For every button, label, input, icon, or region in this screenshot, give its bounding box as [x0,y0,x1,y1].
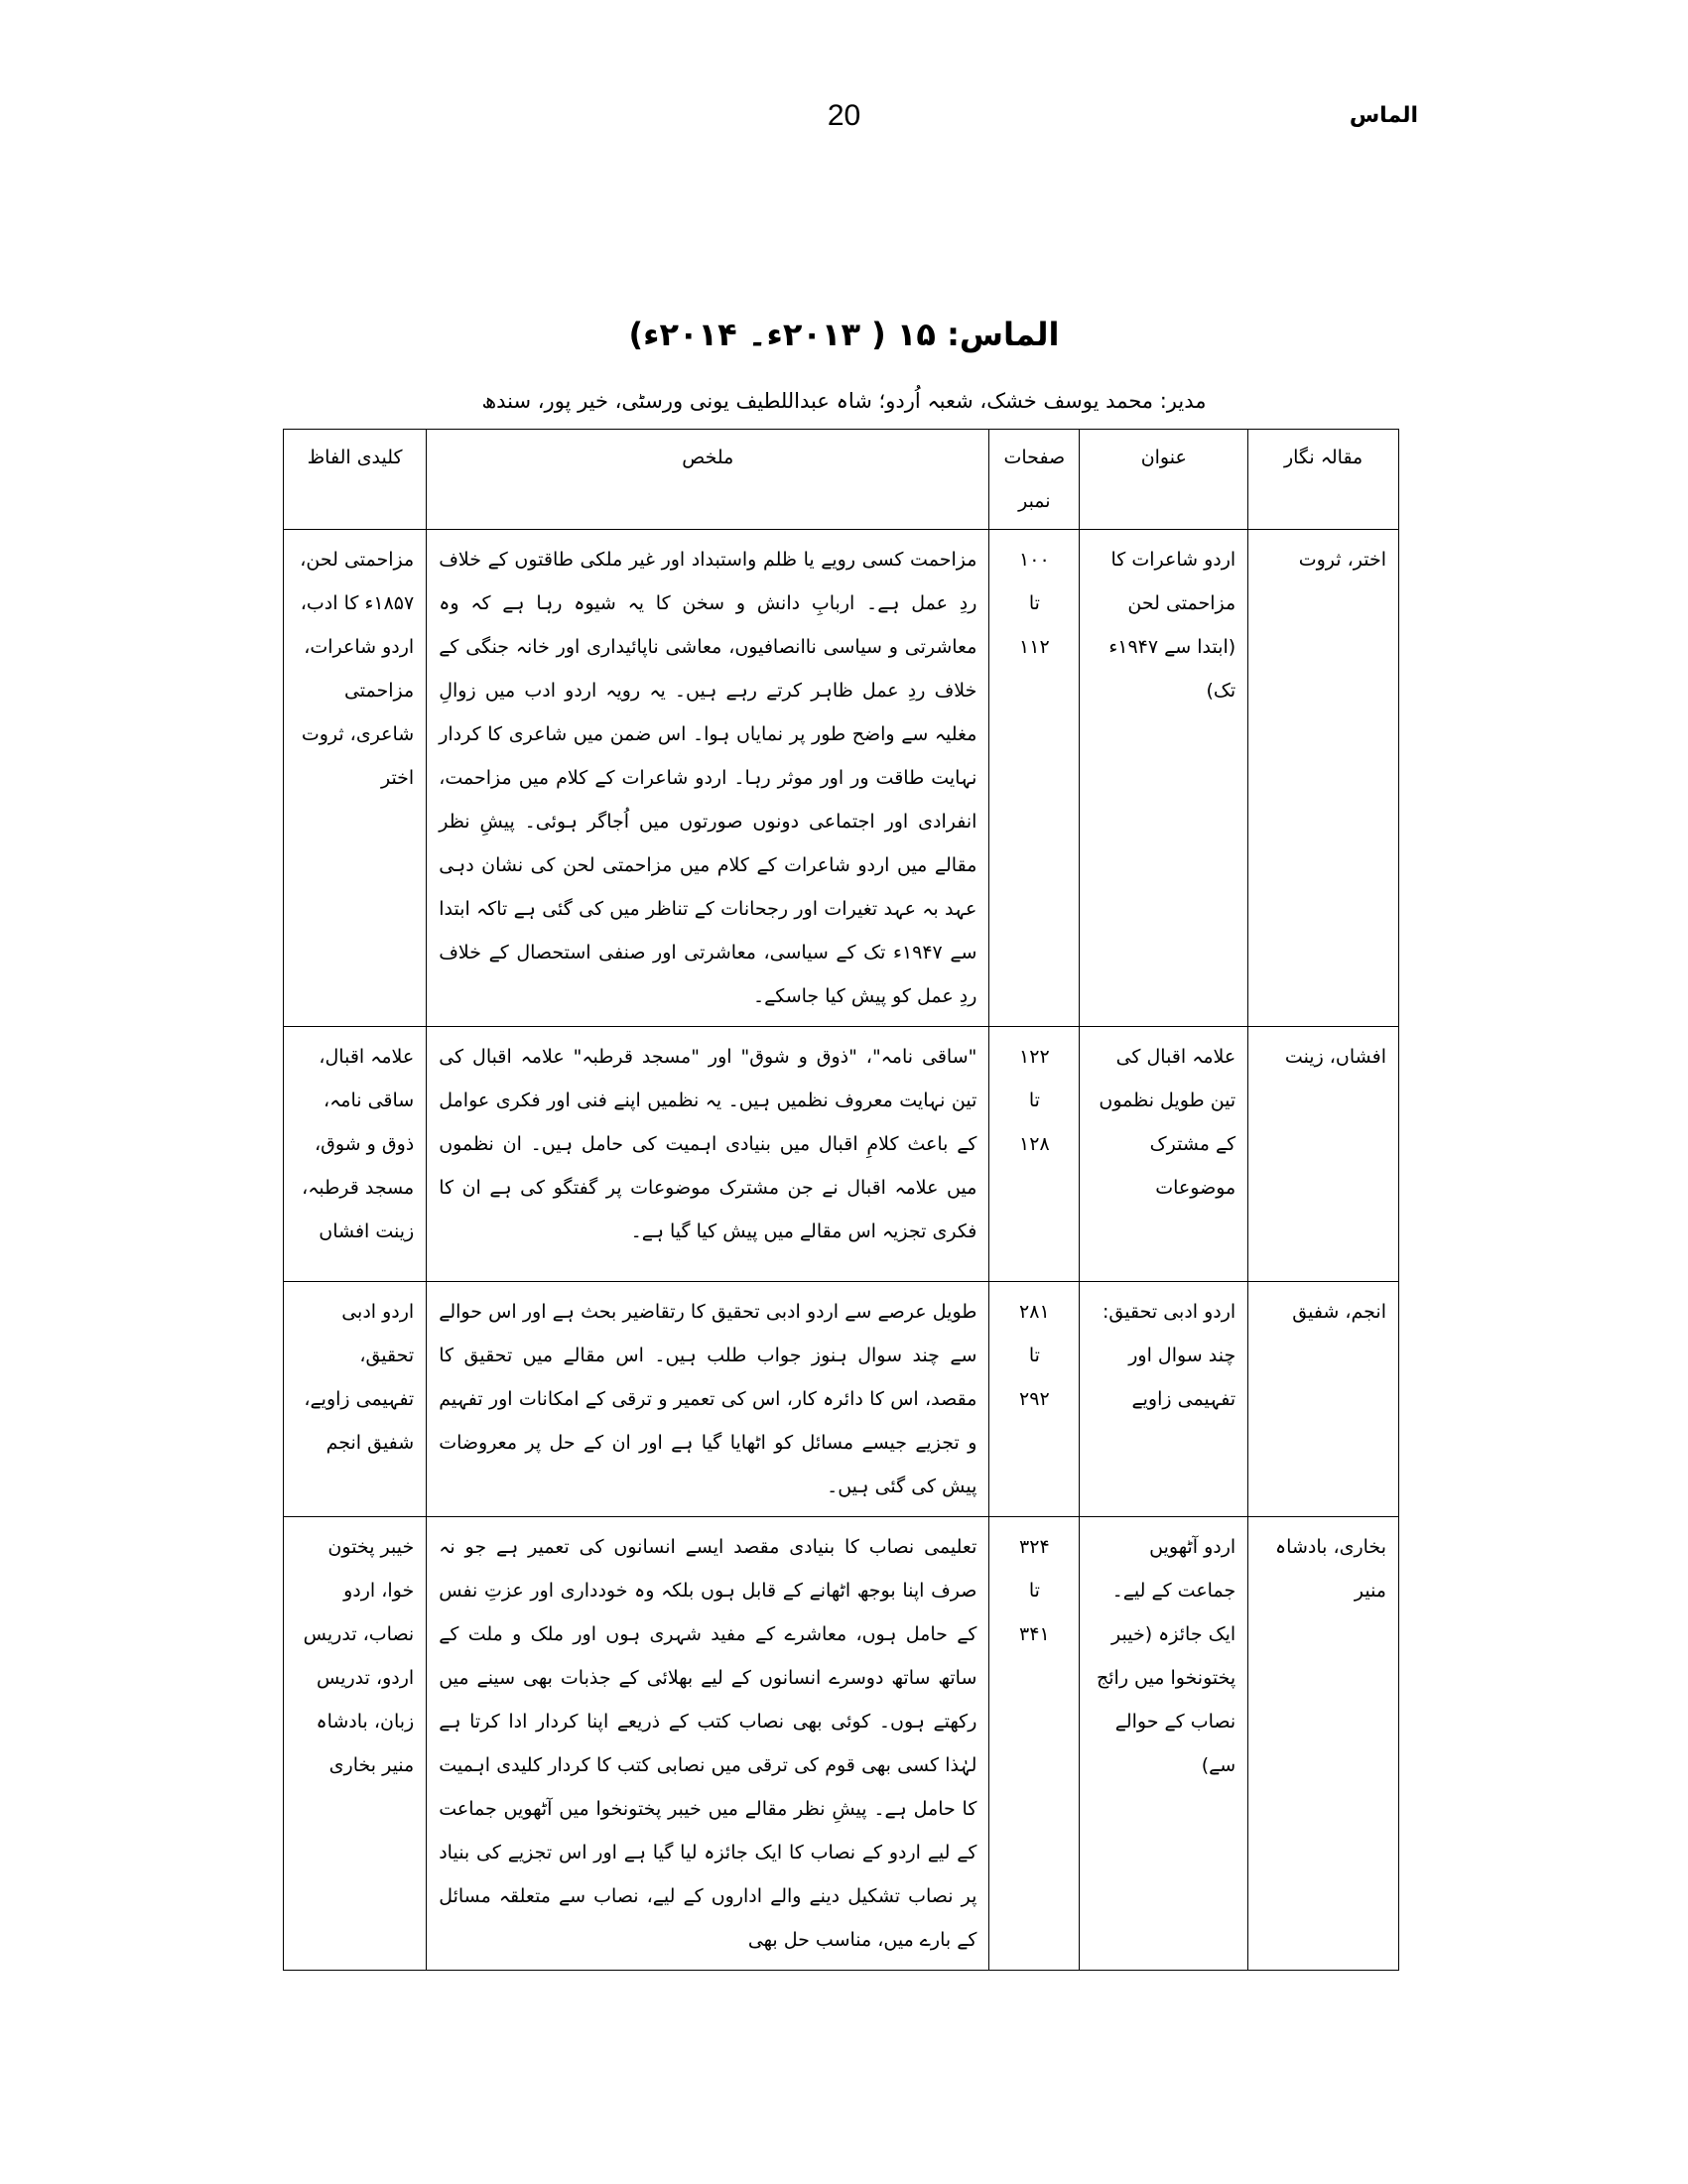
page-to: تا [1028,1090,1040,1111]
table-header-row [284,430,1399,530]
pages-cell [989,1517,1080,1971]
keywords-cell: علامہ اقبال، ساقی نامہ، ذوق و شوق، مسجد قرطبہ، زینت افشاں [284,1027,427,1282]
running-head: الماس [1349,103,1418,128]
table-row [284,530,1399,1027]
editor-line: مدیر: محمد یوسف خشک، شعبہ اُردو؛ شاہ عبداللطیف یونی ورسٹی، خیر پور، سندھ [481,389,1207,413]
page-end: ۳۴۱ [1019,1623,1050,1645]
author-cell: انجم، شفیق [1248,1282,1399,1517]
page-to: تا [1028,1345,1040,1366]
header-pages-line2: نمبر [1018,490,1051,512]
table-row [284,1517,1399,1971]
page-to: تا [1028,1580,1040,1602]
author-cell: بخاری، بادشاہ منیر [1248,1517,1399,1971]
page-start: ۱۲۲ [1019,1046,1050,1068]
author-cell: افشاں، زینت [1248,1027,1399,1282]
page-to: تا [1028,592,1040,614]
abstract-cell: طویل عرصے سے اردو ادبی تحقیق کا رتقاضیر بحث ہے اور اس حوالے سے چند سوال ہنوز جواب طلب ہیں۔ اس مقالے میں تحقیق کا مقصد، اس کا دائرہ کار، اس کی تعمیر و ترقی کے امکانات اور تفہیم و تجزیے جیسے مسائل کو اٹھایا گیا ہے اور ان کے حل پر معروضات پیش کی گئی ہیں۔ [427,1282,989,1517]
header-pages [989,430,1080,530]
index-table [283,429,1399,1971]
page-number: 20 [827,99,861,132]
page-end: ۲۹۲ [1019,1388,1050,1410]
header-title: عنوان [1080,430,1248,530]
page-start: ۱۰۰ [1019,549,1050,571]
page-end: ۱۲۸ [1019,1133,1050,1155]
header-abstract: ملخص [427,430,989,530]
title-cell: اردو ادبی تحقیق: چند سوال اور تفہیمی زاویے [1080,1282,1248,1517]
abstract-cell: مزاحمت کسی رویے یا ظلم واستبداد اور غیر ملکی طاقتوں کے خلاف ردِ عمل ہے۔ اربابِ دانش و سخن کا یہ شیوہ رہا ہے کہ وہ معاشرتی و سیاسی ناانصافیوں، معاشی ناپائیداری اور خانہ جنگی کے خلاف ردِ عمل ظاہر کرتے رہے ہیں۔ یہ رویہ اردو ادب میں زوالِ مغلیہ سے واضح طور پر نمایاں ہوا۔ اس ضمن میں شاعری کا کردار نہایت طاقت ور اور موثر رہا۔ اردو شاعرات کے کلام میں مزاحمت، انفرادی اور اجتماعی دونوں صورتوں میں اُجاگر ہوئی۔ پیشِ نظر مقالے میں اردو شاعرات کے کلام میں مزاحمتی لحن کی نشان دہی عہد بہ عہد تغیرات اور رجحانات کے تناظر میں کی گئی ہے تاکہ ابتدا سے ۱۹۴۷ء تک کے سیاسی، معاشرتی اور صنفی استحصال کے خلاف ردِ عمل کو پیش کیا جاسکے۔ [427,530,989,1027]
abstract-cell: "ساقی نامہ"، "ذوق و شوق" اور "مسجد قرطبہ" علامہ اقبال کی تین نہایت معروف نظمیں ہیں۔ یہ نظمیں اپنے فنی اور فکری عوامل کے باعث کلامِ اقبال میں بنیادی اہمیت کی حامل ہیں۔ ان نظموں میں علامہ اقبال نے جن مشترک موضوعات پر گفتگو کی ہے ان کا فکری تجزیہ اس مقالے میں پیش کیا گیا ہے۔ [427,1027,989,1282]
header-author: مقالہ نگار [1248,430,1399,530]
author-cell: اختر، ثروت [1248,530,1399,1027]
table-row [284,1282,1399,1517]
page-start: ۲۸۱ [1019,1301,1050,1323]
page-start: ۳۲۴ [1019,1536,1050,1558]
journal-title: الماس: ۱۵ ( ۲۰۱۳ء۔ ۲۰۱۴ء) [628,316,1060,353]
pages-cell [989,1282,1080,1517]
title-cell: اردو شاعرات کا مزاحمتی لحن (ابتدا سے ۱۹۴۷ء تک) [1080,530,1248,1027]
keywords-cell: خیبر پختون خوا، اردو نصاب، تدریس اردو، تدریس زبان، بادشاہ منیر بخاری [284,1517,427,1971]
header-keywords: کلیدی الفاظ [284,430,427,530]
page-end: ۱۱۲ [1019,636,1050,658]
pages-cell [989,530,1080,1027]
title-cell: علامہ اقبال کی تین طویل نظموں کے مشترک موضوعات [1080,1027,1248,1282]
title-cell: اردو آٹھویں جماعت کے لیے۔ ایک جائزہ (خیبر پختونخوا میں رائج نصاب کے حوالے سے) [1080,1517,1248,1971]
pages-cell [989,1027,1080,1282]
keywords-cell: اردو ادبی تحقیق، تفہیمی زاویے، شفیق انجم [284,1282,427,1517]
abstract-cell: تعلیمی نصاب کا بنیادی مقصد ایسے انسانوں کی تعمیر ہے جو نہ صرف اپنا بوجھ اٹھانے کے قابل ہوں بلکہ وہ خودداری اور عزتِ نفس کے حامل ہوں، معاشرے کے مفید شہری ہوں اور ملک و ملت کے ساتھ ساتھ دوسرے انسانوں کے لیے بھلائی کے جذبات بھی سینے میں رکھتے ہوں۔ کوئی بھی نصاب کتب کے ذریعے اپنا کردار ادا کرتا ہے لہٰذا کسی بھی قوم کی ترقی میں نصابی کتب کا کردار کلیدی اہمیت کا حامل ہے۔ پیشِ نظر مقالے میں خیبر پختونخوا میں آٹھویں جماعت کے لیے اردو کے نصاب کا ایک جائزہ لیا گیا ہے اور اس تجزیے کی بنیاد پر نصاب تشکیل دینے والے اداروں کے لیے، نصاب سے متعلقہ مسائل کے بارے میں، مناسب حل بھی [427,1517,989,1971]
header-pages-line1: صفحات [1003,447,1066,468]
table-row [284,1027,1399,1282]
keywords-cell: مزاحمتی لحن، ۱۸۵۷ء کا ادب، اردو شاعرات، مزاحمتی شاعری، ثروت اختر [284,530,427,1027]
